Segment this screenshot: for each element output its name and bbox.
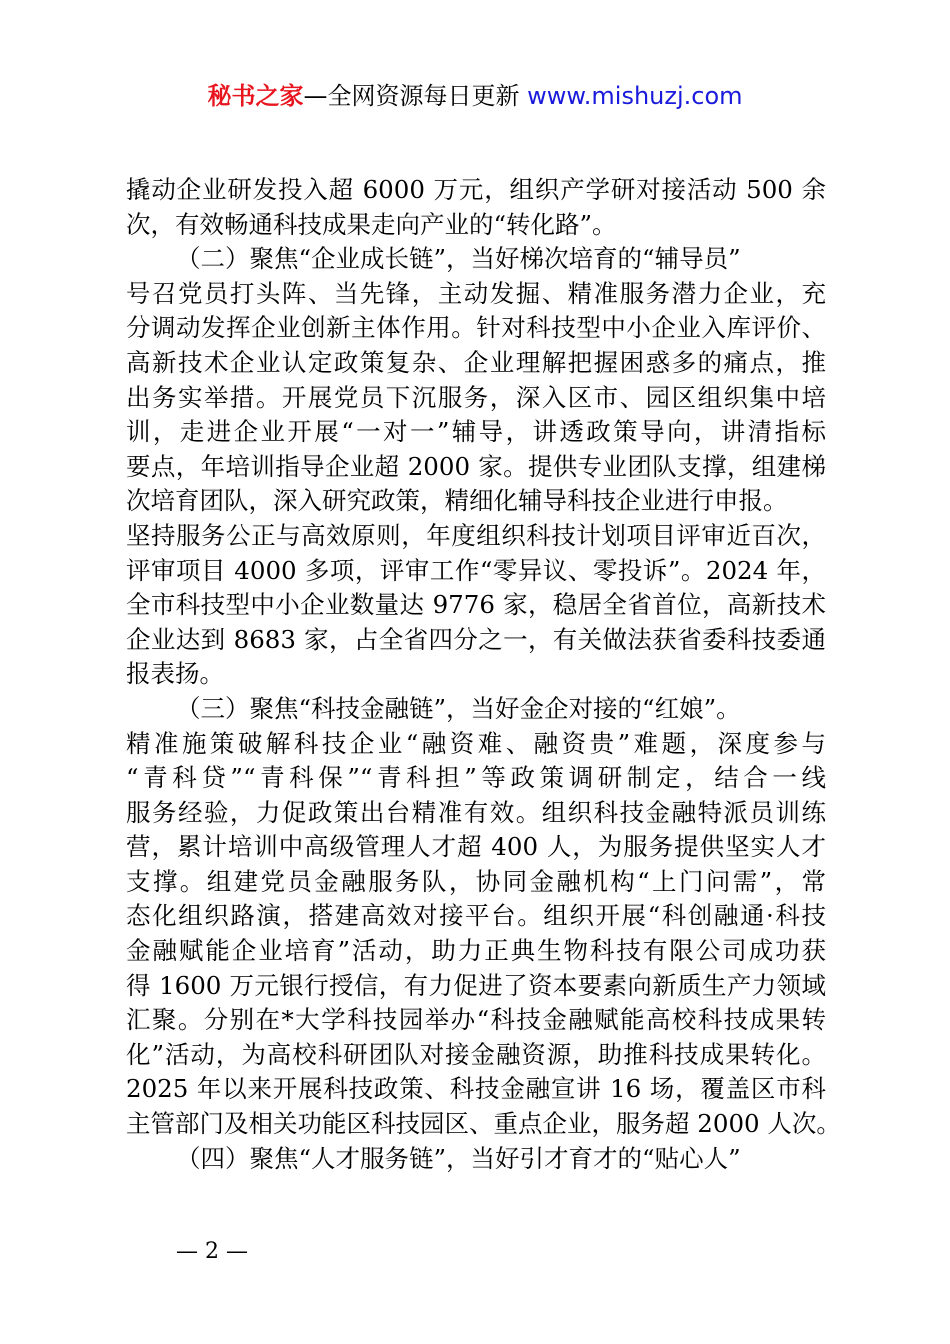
page-number: — 2 —	[176, 1239, 248, 1264]
header-tagline: 全网资源每日更新	[327, 82, 520, 110]
text-line-20: 营，累计培训中高级管理人才超 400 人，为服务提供坚实人才	[126, 832, 826, 862]
text-line-22: 态化组织路演，搭建高效对接平台。组织开展“科创融通·科技	[126, 901, 826, 931]
section-heading-4: （四）聚焦“人才服务链”，当好引才育才的“贴心人”	[176, 1143, 741, 1173]
text-line-5: 分调动发挥企业创新主体作用。针对科技型中小企业入库评价、	[126, 313, 826, 343]
text-line-2: 次，有效畅通科技成果走向产业的“转化路”。	[126, 209, 617, 239]
text-line-6: 高新技术企业认定政策复杂、企业理解把握困惑多的痛点，推	[126, 347, 826, 377]
text-line-17: 精准施策破解科技企业“融资难、融资贵”难题，深度参与	[126, 728, 826, 758]
brand-name: 秘书之家	[207, 82, 304, 110]
text-line-15: 报表扬。	[126, 659, 224, 689]
text-line-13: 全市科技型中小企业数量达 9776 家，稳居全省首位，高新技术	[126, 590, 826, 620]
text-line-10: 次培育团队，深入研究政策，精细化辅导科技企业进行申报。	[126, 486, 788, 516]
text-line-28: 主管部门及相关功能区科技园区、重点企业，服务超 2000 人次。	[126, 1109, 841, 1139]
text-line-12: 评审项目 4000 多项，评审工作“零异议、零投诉”。2024 年，	[126, 555, 826, 585]
text-line-11: 坚持服务公正与高效原则，年度组织科技计划项目评审近百次，	[126, 520, 826, 550]
text-line-26: 化”活动，为高校科研团队对接金融资源，助推科技成果转化。	[126, 1039, 826, 1069]
text-line-21: 支撑。组建党员金融服务队，协同金融机构“上门问需”，常	[126, 866, 826, 896]
header-dash: —	[303, 82, 328, 110]
text-line-25: 汇聚。分别在*大学科技园举办“科技金融赋能高校科技成果转	[126, 1005, 826, 1035]
section-heading-2: （二）聚焦“企业成长链”，当好梯次培育的“辅导员”	[176, 244, 741, 274]
text-line-14: 企业达到 8683 家，占全省四分之一，有关做法获省委科技委通	[126, 624, 826, 654]
text-line-23: 金融赋能企业培育”活动，助力正典生物科技有限公司成功获	[126, 936, 826, 966]
text-line-1: 撬动企业研发投入超 6000 万元，组织产学研对接活动 500 余	[126, 175, 826, 204]
text-line-18: “青科贷”“青科保”“青科担”等政策调研制定，结合一线	[126, 763, 826, 793]
text-line-7: 出务实举措。开展党员下沉服务，深入区市、园区组织集中培	[126, 382, 826, 412]
site-url-link[interactable]: www.mishuzj.com	[527, 82, 743, 110]
text-line-8: 训，走进企业开展“一对一”辅导，讲透政策导向，讲清指标	[126, 417, 826, 447]
document-body	[126, 173, 841, 1176]
section-heading-3: （三）聚焦“科技金融链”，当好金企对接的“红娘”。	[176, 693, 741, 723]
text-line-4: 号召党员打头阵、当先锋，主动发掘、精准服务潜力企业，充	[126, 278, 826, 308]
text-line-27: 2025 年以来开展科技政策、科技金融宣讲 16 场，覆盖区市科	[126, 1074, 826, 1104]
text-line-19: 服务经验，力促政策出台精准有效。组织科技金融特派员训练	[126, 797, 826, 827]
text-line-9: 要点，年培训指导企业超 2000 家。提供专业团队支撑，组建梯	[126, 451, 826, 481]
text-line-24: 得 1600 万元银行授信，有力促进了资本要素向新质生产力领域	[126, 970, 826, 1000]
site-header	[0, 80, 950, 112]
